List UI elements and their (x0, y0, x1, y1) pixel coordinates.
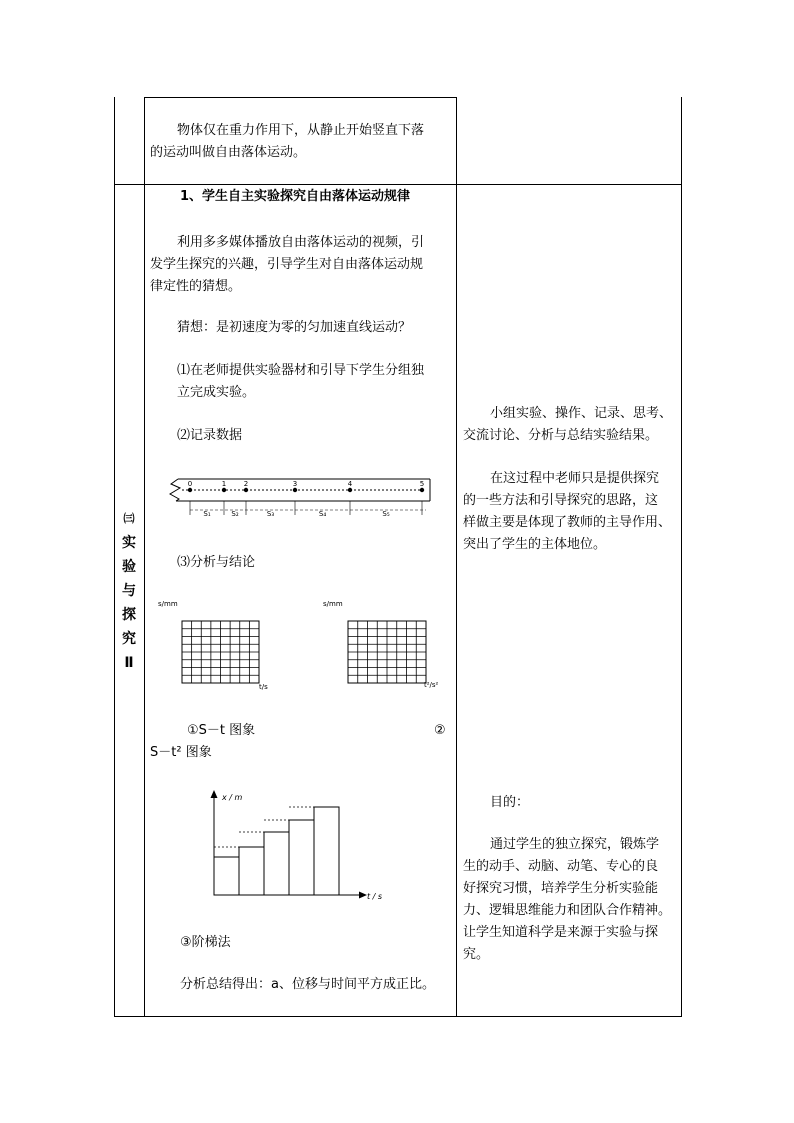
stair-xlabel: t / s (367, 892, 383, 901)
stair-y-arrow (211, 790, 218, 798)
graph1-caption: ①S－t 图象 (187, 723, 256, 738)
guess-text: 猜想：是初速度为零的匀加速直线运动？ (177, 320, 412, 335)
right-p3-line: 生的动手、动脑、动笔、专心的良 (463, 859, 659, 874)
purpose-label: 目的： (490, 795, 530, 810)
table-col1-border (144, 97, 145, 1017)
right-p2-line: 的一些方法和引导探究的思路，这 (463, 493, 659, 508)
section-label-char: Ⅱ (124, 655, 134, 671)
stair-x-arrow (359, 892, 367, 899)
top-row-upper-border (144, 97, 457, 98)
intro-line: 发学生探究的兴趣，引导学生对自由落体运动规 (150, 257, 424, 272)
section-label-char: 验 (122, 559, 136, 575)
right-p3-line: 通过学生的独立探究，锻炼学 (490, 837, 660, 852)
table-right-border (681, 97, 682, 1017)
section-label (114, 507, 144, 675)
section-label-char: 探 (122, 607, 136, 623)
tape-dot (222, 488, 226, 492)
section-label-char: 究 (122, 631, 136, 647)
stair-ylabel: x / m (222, 793, 243, 802)
tape-point-label: 3 (292, 480, 298, 488)
table-col2-border (456, 97, 457, 1017)
step3-text: ⑶分析与结论 (177, 555, 256, 570)
s-t2-graph (320, 595, 450, 695)
table-bottom-border (114, 1016, 682, 1017)
graph2-xlabel: t²/s² (424, 681, 439, 689)
tape-dot (420, 488, 424, 492)
section-label-char: 实 (122, 535, 136, 551)
tape-segment-label: S₂ (231, 510, 239, 518)
section-heading: 1、学生自主实验探究自由落体运动规律 (180, 189, 411, 204)
tape-point-label: 0 (187, 480, 193, 488)
tape-segment-label: S₁ (203, 510, 211, 518)
conclusion-text: 分析总结得出：a、位移与时间平方成正比。 (180, 977, 435, 992)
s-t-graph (155, 595, 280, 695)
ticker-tape-diagram (168, 470, 438, 520)
graph1-xlabel: t/s (259, 683, 268, 691)
right-p2-line: 突出了学生的主体地位。 (463, 537, 607, 552)
tape-segment-label: S₄ (318, 510, 327, 518)
tape-point-label: 4 (347, 480, 353, 488)
stair-bar (264, 832, 289, 895)
graph2-caption-number: ② (434, 723, 446, 738)
tape-dot (188, 488, 192, 492)
graph1-ylabel: s/mm (158, 600, 178, 608)
stair-bar (289, 820, 314, 895)
tape-dot (348, 488, 352, 492)
section-label-char: 与 (122, 583, 136, 599)
right-p1-line: 交流讨论、分析与总结实验结果。 (463, 428, 659, 443)
graph2-caption: S－t² 图象 (150, 745, 212, 760)
tape-torn-edge (170, 479, 180, 501)
step1-line: 立完成实验。 (177, 385, 256, 400)
tape-point-label: 1 (221, 480, 227, 488)
staircase-chart (195, 785, 405, 903)
stair-bar (214, 857, 239, 895)
section-label-char: ㈢ (123, 512, 135, 525)
stair-caption: ③阶梯法 (180, 935, 231, 950)
stair-bar (314, 807, 339, 895)
tape-point-label: 5 (419, 480, 425, 488)
right-p2-line: 样做主要是体现了教师的主导作用、 (463, 515, 672, 530)
tape-dot (244, 488, 248, 492)
right-p3-line: 让学生知道科学是来源于实验与探 (463, 925, 659, 940)
definition-line-1: 物体仅在重力作用下，从静止开始竖直下落 (177, 123, 425, 138)
graph2-ylabel: s/mm (323, 600, 343, 608)
right-p1-line: 小组实验、操作、记录、思考、 (490, 406, 673, 421)
stair-bar (239, 847, 264, 895)
step1-line: ⑴在老师提供实验器材和引导下学生分组独 (177, 363, 425, 378)
step2-text: ⑵记录数据 (177, 428, 243, 443)
intro-line: 利用多多媒体播放自由落体运动的视频，引 (177, 235, 425, 250)
tape-segment-label: S₅ (382, 510, 390, 518)
right-p3-line: 力、逻辑思维能力和团队合作精神。 (463, 903, 672, 918)
row-separator (114, 184, 682, 185)
right-p3-line: 好探究习惯，培养学生分析实验能 (463, 881, 659, 896)
definition-line-2: 的运动叫做自由落体运动。 (150, 145, 307, 160)
tape-segment-label: S₃ (266, 510, 275, 518)
tape-dot (293, 488, 297, 492)
right-p3-line: 究。 (463, 947, 490, 962)
right-p2-line: 在这过程中老师只是提供探究 (490, 471, 660, 486)
tape-point-label: 2 (243, 480, 249, 488)
intro-line: 律定性的猜想。 (150, 279, 242, 294)
